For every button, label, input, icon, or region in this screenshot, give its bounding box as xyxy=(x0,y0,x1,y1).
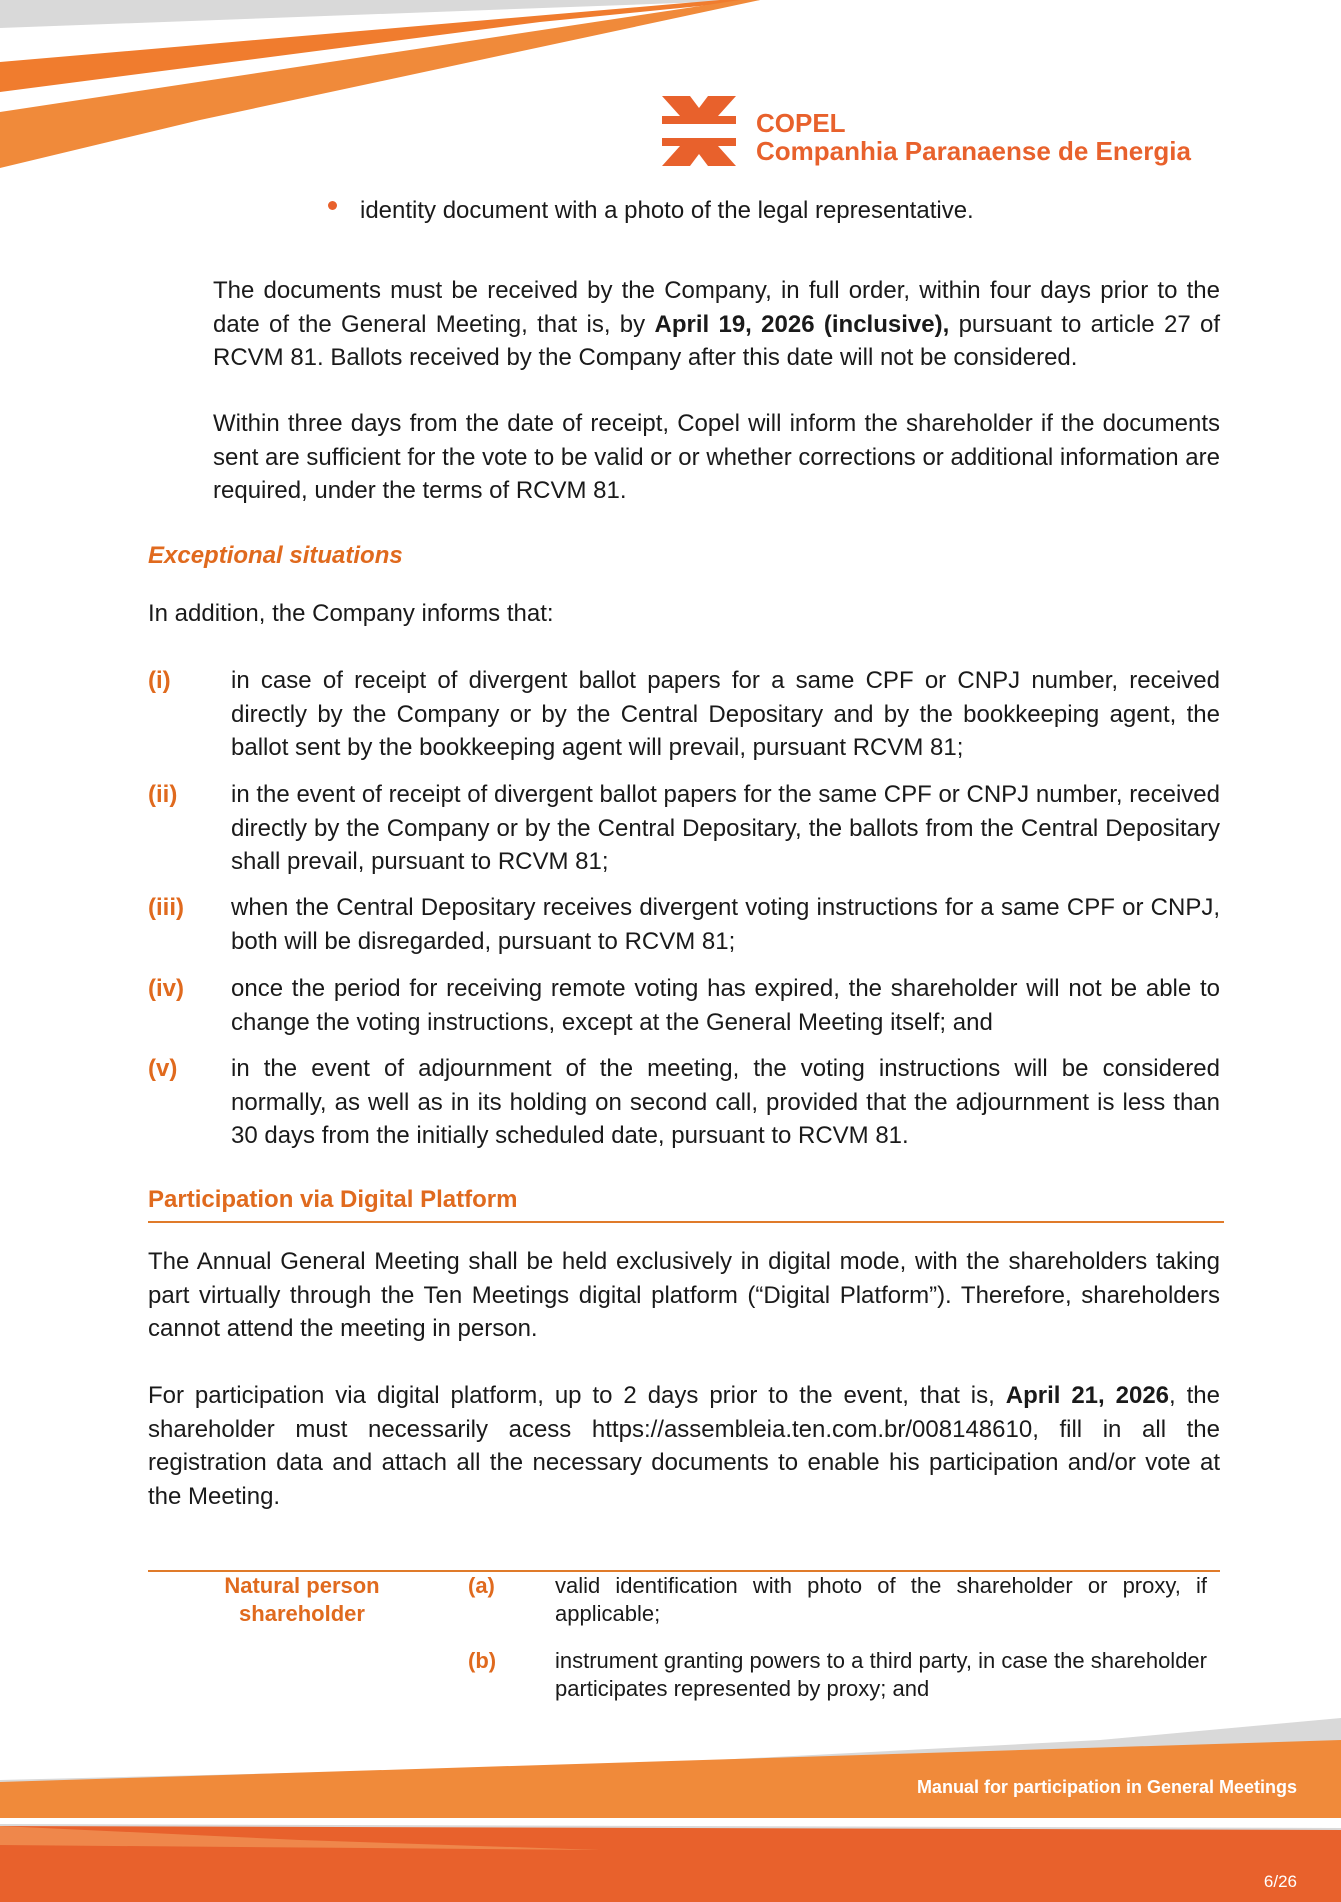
list-item-text: in case of receipt of divergent ballot papers for a same CPF or CNPJ number, received directly by the Company or by the Central Depositary and by the bookkeeping agent, the ballot sent by the bookkeeping agent will prevail, pursuant RCVM 81; xyxy=(231,667,1220,761)
list-item-number: (iii) xyxy=(148,894,184,921)
table-label: Natural person shareholder xyxy=(224,1573,380,1626)
table-row-letter: (a) xyxy=(468,1573,495,1598)
heading-divider xyxy=(148,1221,1224,1223)
list-item-number: (i) xyxy=(148,667,171,694)
exceptional-intro: In addition, the Company informs that: xyxy=(148,600,554,627)
bullet-text: identity document with a photo of the legal representative. xyxy=(360,197,974,224)
logo-title: COPEL xyxy=(756,108,846,138)
copel-logo-icon xyxy=(660,94,738,168)
copel-logo xyxy=(660,94,1220,172)
registration-deadline: April 21, 2026 xyxy=(1005,1382,1170,1409)
documents-paragraph-start: The documents must be received by the Company, in full order, within four days prior to the date of the General Meeting, that is, by xyxy=(213,277,1220,338)
table-row-text: instrument granting powers to a third party, in case the shareholder participates represented by proxy; and xyxy=(555,1648,1207,1701)
logo-subtitle: Companhia Paranaense de Energia xyxy=(756,136,1191,166)
page-number: 6/26 xyxy=(1263,1872,1297,1891)
deadline-date: April 19, 2026 (inclusive), xyxy=(654,310,950,338)
digital-paragraph-2-end: , the shareholder must necessarily acess https://assembleia.ten.com.br/008148610, fill in all the registration data and attach all the necessary documents to enable his participation and/or vote at the Meeting. xyxy=(148,1382,1220,1510)
list-item-text: in the event of receipt of divergent ballot papers for the same CPF or CNPJ number, received directly by the Company or by the Central Depositary, the ballots from the Central Depositary shall prevail, pursuant to RCVM 81; xyxy=(231,781,1220,875)
footer-decoration xyxy=(0,1700,1341,1902)
documents-paragraph-end: pursuant to article 27 of RCVM 81. Ballots received by the Company after this date will not be considered. xyxy=(213,310,1221,371)
digital-paragraph-2 xyxy=(148,1379,1220,1513)
list-item-text: once the period for receiving remote voting has expired, the shareholder will not be able to change the voting instructions, except at the General Meeting itself; and xyxy=(231,975,1220,1036)
list-item-text: in the event of adjournment of the meeting, the voting instructions will be considered normally, as well as in its holding on second call, provided that the adjournment is less than 30 days from the initially scheduled date, pursuant to RCVM 81. xyxy=(231,1055,1220,1149)
receipt-paragraph: Within three days from the date of receipt, Copel will inform the shareholder if the documents sent are sufficient for the vote to be valid or or whether corrections or additional information are required, under the terms of RCVM 81. xyxy=(213,410,1220,504)
digital-paragraph-2-start: For participation via digital platform, up to 2 days prior to the event, that is, xyxy=(148,1382,1006,1409)
list-item-text: when the Central Depositary receives divergent voting instructions for a same CPF or CNPJ, both will be disregarded, pursuant to RCVM 81; xyxy=(231,894,1220,955)
table-row-letter: (b) xyxy=(468,1648,497,1673)
footer-title: Manual for participation in General Meetings xyxy=(916,1777,1297,1797)
list-item-number: (v) xyxy=(148,1055,178,1082)
exceptional-heading: Exceptional situations xyxy=(148,542,403,569)
list-item-number: (ii) xyxy=(148,781,178,808)
bullet-dot xyxy=(328,201,337,210)
documents-paragraph xyxy=(213,274,1220,375)
digital-platform-heading: Participation via Digital Platform xyxy=(148,1186,518,1213)
digital-paragraph-1: The Annual General Meeting shall be held exclusively in digital mode, with the shareholders taking part virtually through the Ten Meetings digital platform (“Digital Platform”). Therefore, shareholders cannot attend the meeting in person. xyxy=(148,1248,1220,1342)
list-item-number: (iv) xyxy=(148,975,184,1002)
table-row-text: valid identification with photo of the shareholder or proxy, if applicable; xyxy=(555,1573,1207,1626)
